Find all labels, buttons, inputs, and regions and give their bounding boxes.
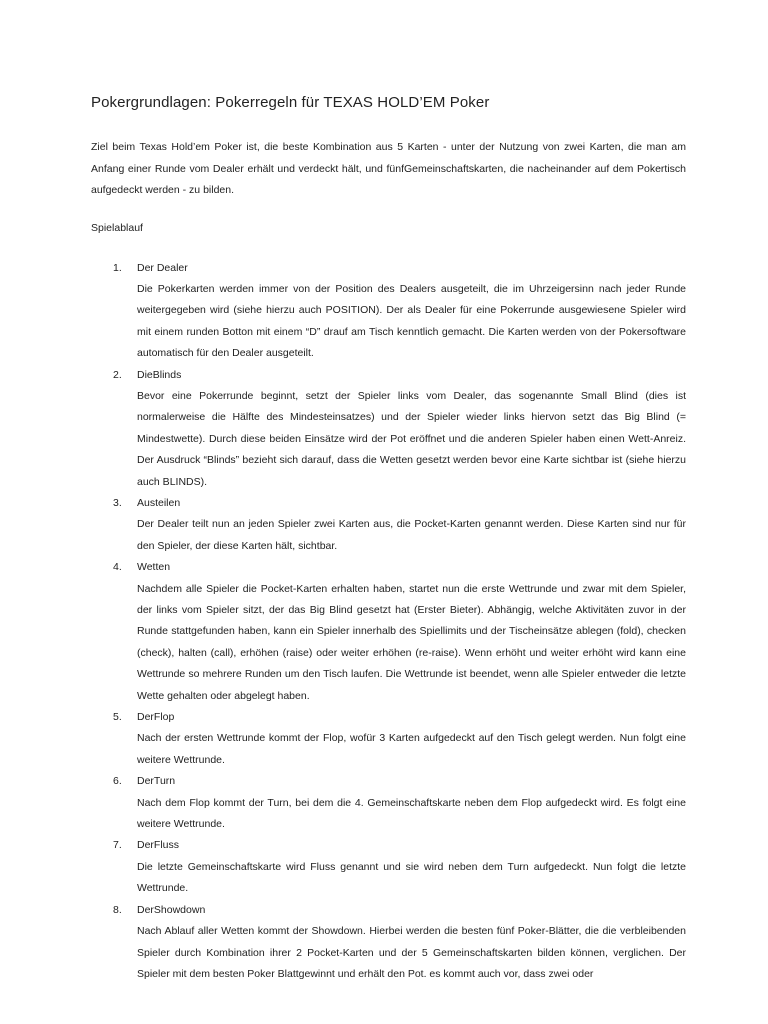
item-title: Austeilen	[137, 496, 181, 509]
item-number: 4.	[113, 561, 122, 574]
item-body: Nach dem Flop kommt der Turn, bei dem die 4. Gemeinschaftskarte neben dem Flop aufgedeckt wird. Es folgt eine weitere Wettrunde.	[137, 796, 686, 831]
item-body: Nach der ersten Wettrunde kommt der Flop, wofür 3 Karten aufgedeckt auf den Tisch gelegt werden. Nun folgt eine weitere Wettrunde.	[137, 732, 686, 766]
rules-list	[91, 258, 686, 986]
list-item	[91, 557, 686, 707]
item-number: 7.	[113, 839, 122, 852]
list-item	[91, 900, 686, 986]
item-title: DerFlop	[137, 711, 175, 724]
list-item	[91, 707, 686, 771]
intro-paragraph: Ziel beim Texas Hold’em Poker ist, die beste Kombination aus 5 Karten - unter der Nutzung von zwei Karten, die man am Anfang einer Runde vom Dealer erhält und verdeckt hält, und fünfGemeinschaftskarten, die nacheinander auf dem Pokertisch aufgedeckt werden - zu bilden.	[91, 141, 686, 196]
item-number: 2.	[113, 368, 122, 381]
item-title: Wetten	[137, 561, 171, 574]
item-number: 6.	[113, 775, 122, 788]
list-item	[91, 365, 686, 493]
list-item	[91, 258, 686, 365]
item-body: Der Dealer teilt nun an jeden Spieler zwei Karten aus, die Pocket-Karten genannt werden. Diese Karten sind nur für den Spieler, der diese Karten hält, sichtbar.	[137, 518, 686, 552]
item-number: 8.	[113, 903, 122, 916]
item-body: Die Pokerkarten werden immer von der Position des Dealers ausgeteilt, die im Uhrzeigersinn nach jeder Runde weitergegeben wird (siehe hierzu auch POSITION). Der als Dealer für eine Pokerrunde ausgewiesene Spieler wird mit einem runden Botton mit einem “D” drauf am Tisch kenntlich gemacht. Die Karten werden von der Pokersoftware automatisch für den Dealer ausgeteilt.	[137, 282, 686, 360]
item-title: DerShowdown	[137, 903, 206, 916]
item-title: DerFluss	[137, 839, 180, 852]
item-number: 1.	[113, 261, 122, 274]
section-heading: Spielablauf	[91, 221, 143, 234]
item-title: Der Dealer	[137, 261, 188, 274]
list-item	[91, 493, 686, 557]
item-body: Bevor eine Pokerrunde beginnt, setzt der Spieler links vom Dealer, das sogenannte Small Blind (dies ist normalerweise die Hälfte des Mindesteinsatzes) und der Spieler wieder links hiervon setzt das Big Blind (= Mindestwette). Durch diese beiden Einsätze wird der Pot eröffnet und die anderen Spieler haben einen Wett-Anreiz. Der Ausdruck “Blinds” bezieht sich darauf, dass die Wetten gesetzt werden bevor eine Karte sichtbar ist (siehe hierzu auch BLINDS).	[137, 389, 686, 488]
item-body: Nachdem alle Spieler die Pocket-Karten erhalten haben, startet nun die erste Wettrunde und zwar mit dem Spieler, der links vom Spieler sitzt, der das Big Blind gesetzt hat (Erster Bieter). Abhängig, welche Aktivitäten zuvor in der Runde stattgefunden haben, kann ein Spieler innerhalb des Spiellimits und der Tischeinsätze ablegen (fold), checken (check), halten (call), erhöhen (raise) oder weiter erhöhen (re-raise). Wenn erhöht und weiter erhöht wird kann eine Wettrunde so mehrere Runden um den Tisch laufen. Die Wettrunde ist beendet, wenn alle Spieler entweder die letzte Wette gehalten oder abgelegt haben.	[137, 582, 686, 702]
item-body: Nach Ablauf aller Wetten kommt der Showdown. Hierbei werden die besten fünf Poker-Blätter, die die verbleibenden Spieler durch Kombination ihrer 2 Pocket-Karten und der 5 Gemeinschaftskarten bilden können, verglichen. Der Spieler mit dem besten Poker Blattgewinnt und erhält den Pot. es kommt auch vor, dass zwei oder	[137, 925, 686, 980]
item-body: Die letzte Gemeinschaftskarte wird Fluss genannt und sie wird neben dem Turn aufgedeckt. Nun folgt die letzte Wettrunde.	[137, 860, 686, 895]
list-item	[91, 835, 686, 899]
item-title: DieBlinds	[137, 368, 182, 381]
item-title: DerTurn	[137, 775, 176, 788]
item-number: 5.	[113, 711, 122, 724]
list-item	[91, 771, 686, 835]
page-title: Pokergrundlagen: Pokerregeln für TEXAS HOLD’EM Poker	[91, 94, 490, 111]
item-number: 3.	[113, 496, 122, 509]
